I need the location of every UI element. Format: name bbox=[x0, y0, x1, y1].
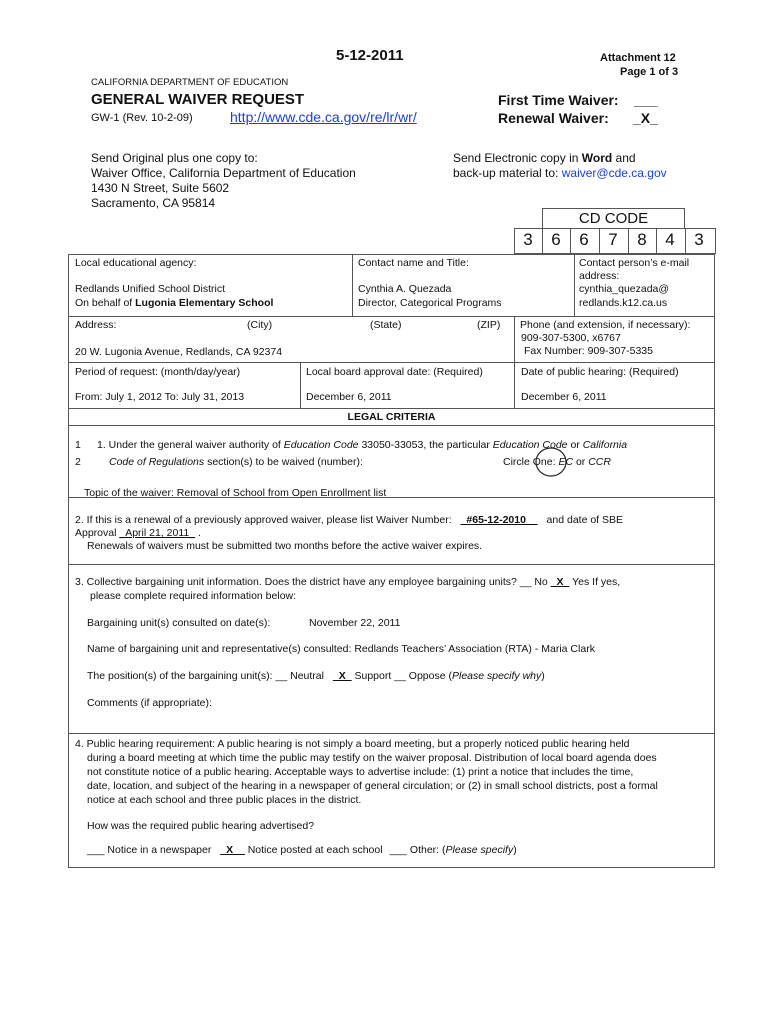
other-option-close: ) bbox=[513, 844, 517, 856]
backup-material-label: back-up material to: bbox=[453, 166, 559, 180]
contact-label: Contact name and Title: bbox=[358, 257, 469, 269]
q2-text: 2. If this is a renewal of a previously approved waiver, please list Waiver Number: bbox=[75, 514, 452, 526]
legal-criteria-heading: LEGAL CRITERIA bbox=[347, 411, 436, 423]
position-text: ) bbox=[541, 670, 545, 682]
cd-code-digit: 4 bbox=[665, 230, 675, 249]
legal-text: 1. Under the general waiver authority of bbox=[97, 439, 281, 451]
q3-line1 bbox=[75, 576, 620, 588]
agency-on-behalf bbox=[75, 297, 273, 309]
q4-line4: date, location, and subject of the hearing in a newspaper of general circulation; or (2) in small school districts, post a formal bbox=[87, 780, 658, 792]
first-time-waiver-label: First Time Waiver: bbox=[498, 92, 619, 108]
agency-label: Local educational agency: bbox=[75, 257, 197, 269]
position-text: The position(s) of the bargaining unit(s): __ Neutral bbox=[87, 670, 324, 682]
document-date: 5-12-2011 bbox=[336, 47, 404, 64]
waiver-url-link[interactable]: http://www.cde.ca.gov/re/lr/wr/ bbox=[230, 109, 417, 125]
q2-renewal-note: Renewals of waivers must be submitted two months before the active waiver expires. bbox=[87, 540, 483, 552]
cd-code-digit: 3 bbox=[694, 230, 704, 249]
q2-line2 bbox=[75, 527, 201, 539]
contact-title: Director, Categorical Programs bbox=[358, 297, 502, 309]
posted-notice-option: Notice posted at each school bbox=[247, 844, 383, 856]
word-format: Word bbox=[581, 151, 613, 165]
legal-line-number-1: 1 bbox=[75, 439, 81, 451]
q3-line2: please complete required information below: bbox=[90, 590, 297, 602]
bargaining-unit-name: Name of bargaining unit and representative(s) consulted: Redlands Teachers’ Association (RTA) - Maria Clark bbox=[87, 643, 595, 655]
please-specify-why: Please specify why bbox=[451, 670, 542, 682]
legal-text: or bbox=[570, 439, 580, 451]
legal-text-italic: California bbox=[582, 439, 628, 451]
send-original-line1: Send Original plus one copy to: bbox=[91, 151, 258, 165]
legal-line-number-2: 2 bbox=[75, 456, 81, 468]
renewal-waiver-value: _X_ bbox=[633, 110, 658, 126]
q4-line3: not constitute notice of a public hearing. Acceptable ways to advertise include: (1) print a notice that includes the time, bbox=[87, 766, 634, 778]
bargaining-position bbox=[87, 670, 545, 682]
waiver-number: _#65-12-2010__ bbox=[460, 514, 538, 526]
please-specify: Please specify bbox=[445, 844, 514, 856]
phone-value: 909-307-5300, x6767 bbox=[521, 332, 621, 344]
hearing-date-value: December 6, 2011 bbox=[521, 391, 607, 403]
newspaper-option: ___ Notice in a newspaper bbox=[87, 844, 212, 856]
form-title: GENERAL WAIVER REQUEST bbox=[91, 91, 305, 108]
position-text: Support __ Oppose ( bbox=[354, 670, 452, 682]
comments-label: Comments (if appropriate): bbox=[87, 697, 212, 709]
legal-text-italic: Education Code bbox=[492, 439, 568, 451]
ccr-option: CCR bbox=[588, 456, 611, 468]
q3-text: 3. Collective bargaining unit information. Does the district have any employee bargaining units? __ No bbox=[75, 576, 548, 588]
approval-label: Approval bbox=[75, 527, 117, 539]
board-approval-value: December 6, 2011 bbox=[306, 391, 392, 403]
cd-code-digit: 3 bbox=[523, 230, 533, 249]
cd-code-digit: 8 bbox=[637, 230, 647, 249]
posted-notice-mark: _X__ bbox=[220, 844, 245, 856]
period-label: Period of request: (month/day/year) bbox=[75, 366, 241, 378]
send-electronic-line2 bbox=[453, 166, 667, 180]
email-label-1: Contact person’s e-mail bbox=[579, 257, 690, 269]
send-electronic-post: and bbox=[615, 151, 636, 165]
email-value-1: cynthia_quezada@ bbox=[579, 283, 670, 295]
cd-code-digit: 6 bbox=[551, 230, 561, 249]
on-behalf-label: On behalf of bbox=[75, 297, 133, 309]
page-number: Page 1 of 3 bbox=[620, 66, 679, 78]
zip-label: (ZIP) bbox=[477, 319, 501, 331]
cd-code-digit: 6 bbox=[579, 230, 589, 249]
q4-line1: 4. Public hearing requirement: A public hearing is not simply a board meeting, but a properly noticed public hearing held bbox=[75, 738, 630, 750]
legal-text: 33050-33053, the particular bbox=[361, 439, 490, 451]
board-approval-label: Local board approval date: (Required) bbox=[306, 366, 483, 378]
or-text: or bbox=[575, 456, 586, 468]
q4-line5: notice at each school and three public places in the district. bbox=[87, 794, 362, 806]
send-original-line3: 1430 N Street, Suite 5602 bbox=[91, 181, 230, 195]
q2-line1 bbox=[75, 514, 623, 526]
renewal-waiver-label: Renewal Waiver: bbox=[498, 110, 609, 126]
send-electronic-line1 bbox=[453, 151, 636, 165]
legal-text: section(s) to be waived (number): bbox=[207, 456, 363, 468]
ec-option: EC bbox=[558, 456, 574, 468]
hearing-date-label: Date of public hearing: (Required) bbox=[521, 366, 679, 378]
first-time-waiver-value: ___ bbox=[634, 92, 658, 108]
circle-one-label: Circle One: bbox=[503, 456, 556, 468]
legal-text-italic: Education Code bbox=[283, 439, 359, 451]
send-original-line4: Sacramento, CA 95814 bbox=[91, 196, 216, 210]
yes-mark: _X_ bbox=[550, 576, 570, 588]
consulted-label: Bargaining unit(s) consulted on date(s): bbox=[87, 617, 271, 629]
state-label: (State) bbox=[370, 319, 402, 331]
hand-drawn-circle bbox=[534, 446, 568, 478]
waiver-email-link[interactable]: waiver@cde.ca.gov bbox=[561, 166, 667, 180]
legal-item1-line2 bbox=[109, 456, 363, 468]
address-value: 20 W. Lugonia Avenue, Redlands, CA 92374 bbox=[75, 346, 283, 358]
email-value-2: redlands.k12.ca.us bbox=[579, 297, 668, 309]
consulted-date: November 22, 2011 bbox=[309, 617, 401, 629]
q2-text: . bbox=[198, 527, 201, 539]
send-original-line2: Waiver Office, California Department of Education bbox=[91, 166, 356, 180]
form-id: GW-1 (Rev. 10-2-09) bbox=[91, 112, 193, 124]
legal-text-italic: Code of Regulations bbox=[109, 456, 205, 468]
q3-text: Yes If yes, bbox=[572, 576, 621, 588]
address-label: Address: bbox=[75, 319, 117, 331]
email-label-2: address: bbox=[579, 270, 620, 282]
q2-text: and date of SBE bbox=[546, 514, 624, 526]
approval-date: _April 21, 2011_ bbox=[119, 527, 196, 539]
waiver-topic: Topic of the waiver: Removal of School from Open Enrollment list bbox=[84, 487, 387, 499]
period-value: From: July 1, 2012 To: July 31, 2013 bbox=[75, 391, 245, 403]
attachment-label: Attachment 12 bbox=[600, 52, 676, 64]
fax-value: Fax Number: 909-307-5335 bbox=[524, 345, 653, 357]
other-option: ___ Other: ( bbox=[389, 844, 446, 856]
cd-code-label: CD CODE bbox=[578, 210, 649, 227]
school-name: Lugonia Elementary School bbox=[135, 297, 274, 309]
agency-name: Redlands Unified School District bbox=[75, 283, 225, 295]
support-mark: _X_ bbox=[332, 670, 352, 682]
q4-line2: during a board meeting at which time the public may testify on the waiver proposal. Distribution of local board agenda does bbox=[87, 752, 657, 764]
contact-name: Cynthia A. Quezada bbox=[358, 283, 452, 295]
phone-label: Phone (and extension, if necessary): bbox=[520, 319, 691, 331]
q4-options bbox=[87, 844, 517, 856]
department-name: CALIFORNIA DEPARTMENT OF EDUCATION bbox=[91, 77, 289, 88]
city-label: (City) bbox=[247, 319, 273, 331]
cd-code-digit: 7 bbox=[608, 230, 618, 249]
q4-question: How was the required public hearing advertised? bbox=[87, 820, 315, 832]
send-electronic-pre: Send Electronic copy in bbox=[453, 151, 579, 165]
